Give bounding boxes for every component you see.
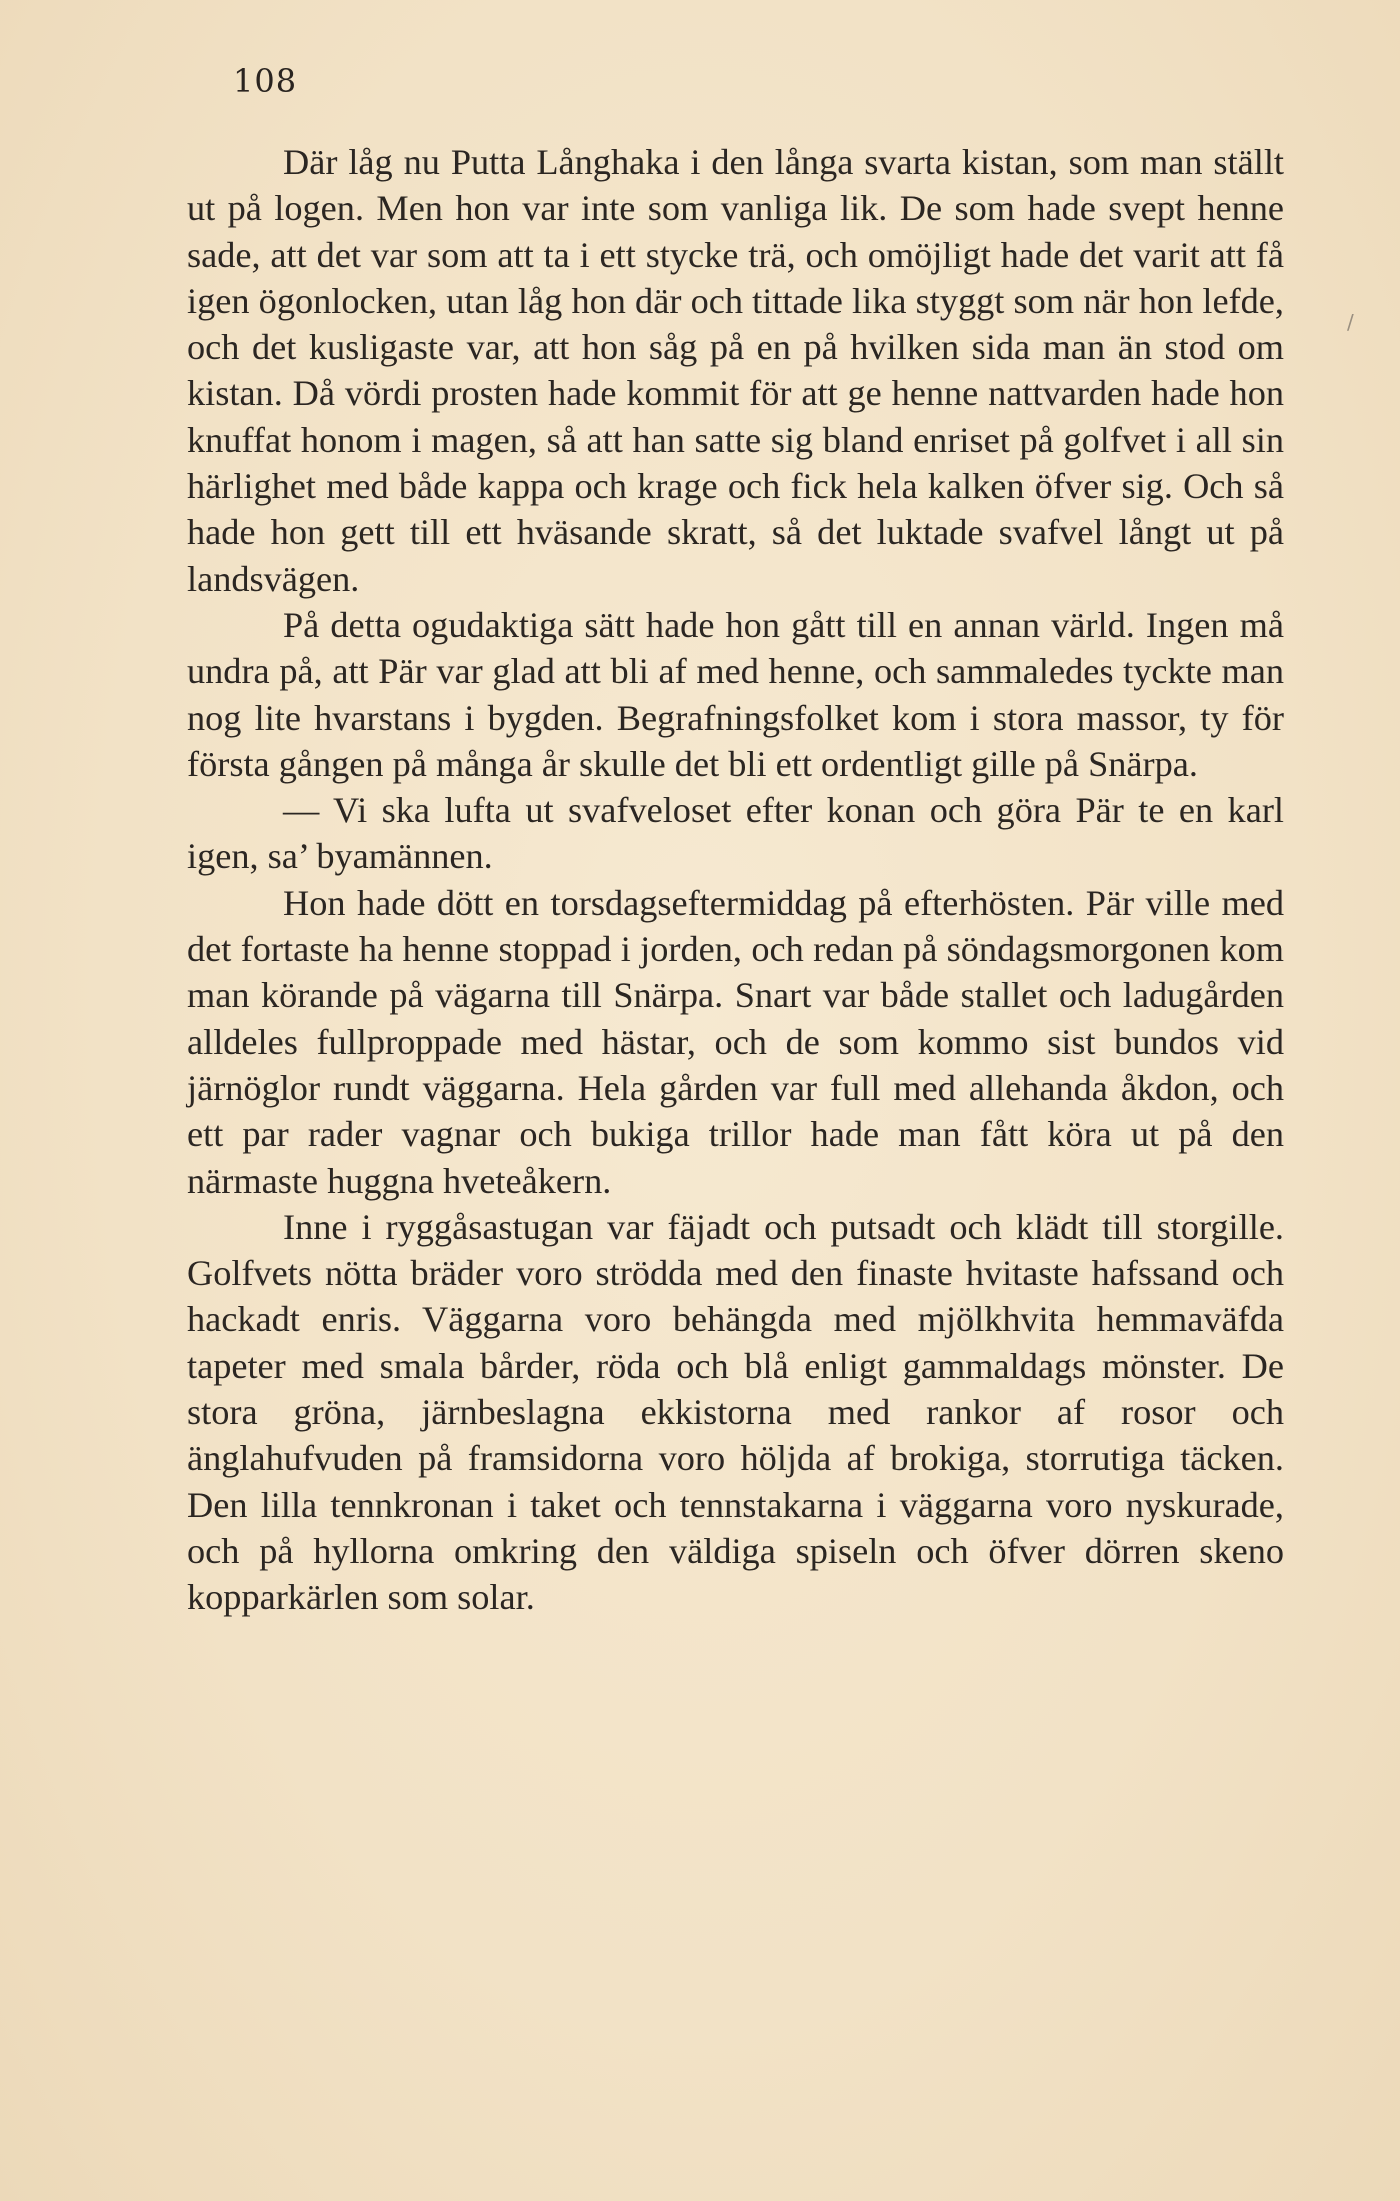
paragraph-5: Inne i ryggåsastugan var fäjadt och putsadt och klädt till storgille. Golfvets nötta bräder voro strödda med den finaste hvitaste hafssand och hackadt enris. Väggarna voro behängda med mjölkhvita hemmaväfda tapeter med smala bårder, röda och blå enligt gammaldags mönster. De stora gröna, järnbeslagna ekkistorna med rankor af rosor och änglahufvuden på framsidorna voro höljda af brokiga, storrutiga täcken. Den lilla tennkronan i taket och tennstakarna i väggarna voro nyskurade, och på hyllorna omkring den väldiga spiseln och öfver dörren skeno kopparkärlen som solar. bbox=[187, 1206, 1284, 1618]
paragraph-1: Där låg nu Putta Långhaka i den långa svarta kistan, som man ställt ut på logen. Men hon var inte som vanliga lik. De som hade svept henne sade, att det var som att ta i ett stycke trä, och omöjligt hade det varit att få igen ögonlocken, utan låg hon där och tittade lika styggt som när hon lefde, och det kusligaste var, att hon såg på en på hvilken sida man än stod om kistan. Då vördi prosten hade kommit för att ge henne nattvarden hade hon knuffat honom i magen, så att han satte sig bland enriset på golfvet i all sin härlighet med både kappa och krage och fick hela kalken öfver sig. Och så hade hon gett till ett hväsande skratt, så det luktade svafvel långt ut på landsvägen. bbox=[187, 142, 1284, 599]
page-number: 108 bbox=[233, 62, 298, 100]
margin-mark: / bbox=[1347, 310, 1354, 334]
paragraph-2: På detta ogudaktiga sätt hade hon gått till en annan värld. Ingen må undra på, att Pär var glad att bli af med henne, och sammaledes tyckte man nog lite hvarstans i bygden. Begrafningsfolket kom i stora massor, ty för första gången på många år skulle det bli ett ordentligt gille på Snärpa. bbox=[187, 604, 1284, 784]
body-text bbox=[187, 139, 1284, 1621]
paragraph-3: — Vi ska lufta ut svafveloset efter konan och göra Pär te en karl igen, sa’ byamännen. bbox=[187, 790, 1284, 877]
paragraph-4: Hon hade dött en torsdagseftermiddag på efterhösten. Pär ville med det fortaste ha henne stoppad i jorden, och redan på söndagsmorgonen kom man körande på vägarna till Snärpa. Snart var både stallet och ladugården alldeles fullproppade med hästar, och de som kommo sist bundos vid järnöglor rundt väggarna. Hela gården var full med allehanda åkdon, och ett par rader vagnar och bukiga trillor hade man fått köra ut på den närmaste huggna hveteåkern. bbox=[187, 882, 1284, 1201]
